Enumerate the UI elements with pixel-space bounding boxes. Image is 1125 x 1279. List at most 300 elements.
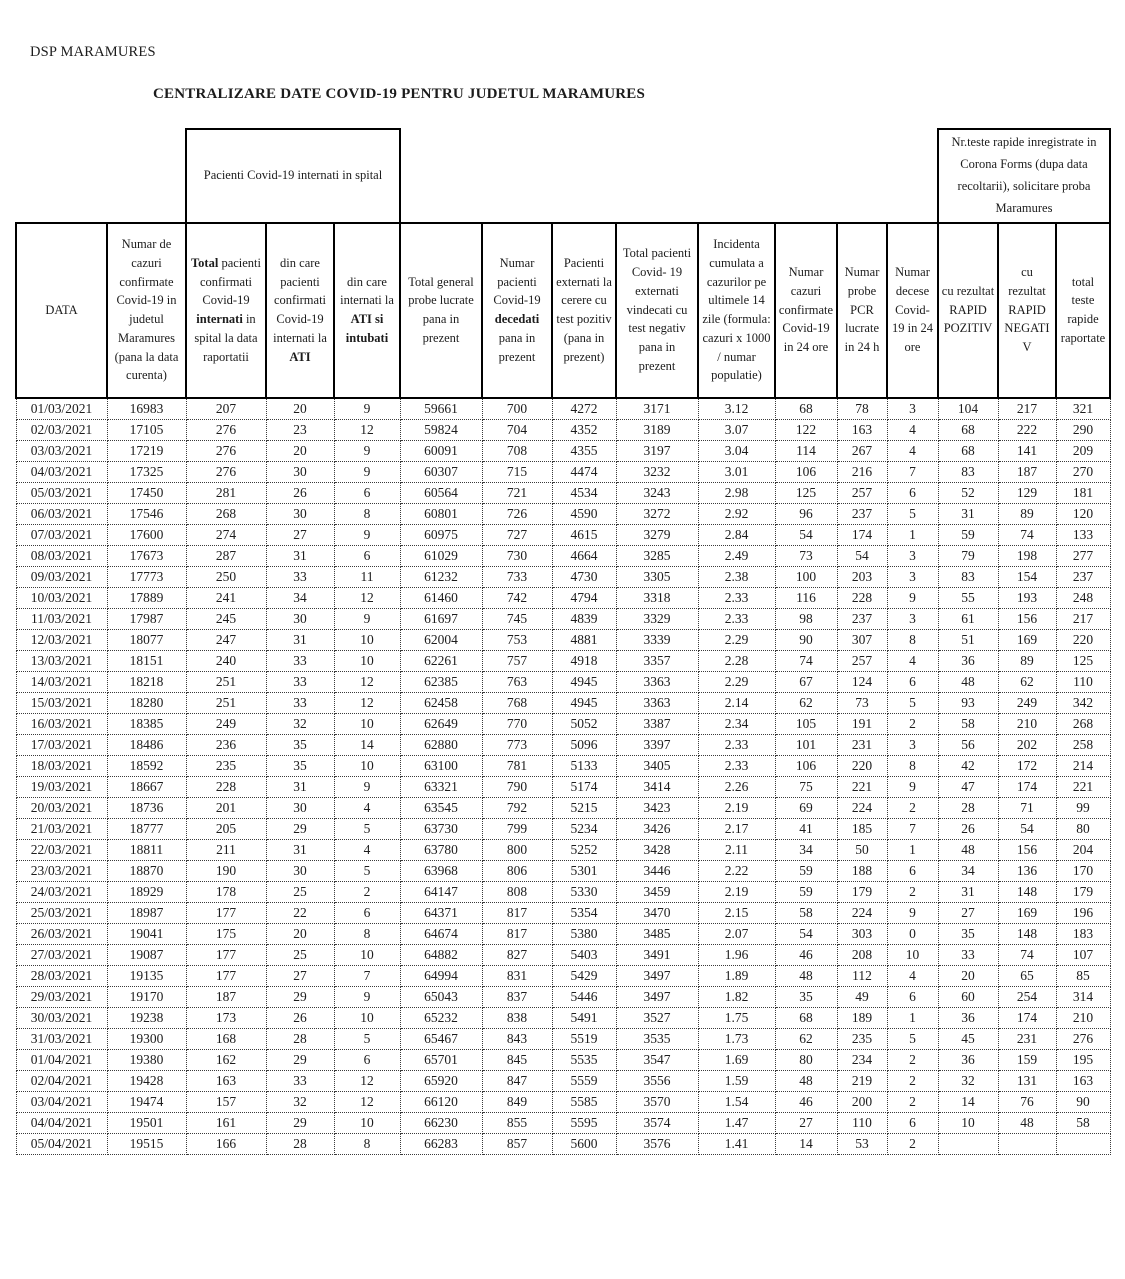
cell-cazuri-confirmate-total: 17987: [107, 608, 186, 629]
cell-externati-cerere-pozitiv: 5354: [552, 902, 616, 923]
cell-incidenta-14-zile: 2.33: [698, 608, 775, 629]
cell-probe-pcr-24h: 179: [837, 881, 887, 902]
cell-ati-intubati: 11: [334, 566, 400, 587]
cell-ati-intubati: 6: [334, 545, 400, 566]
cell-probe-lucrate-total: 62004: [400, 629, 482, 650]
cell-internati-ati: 32: [266, 1091, 334, 1112]
cell-probe-lucrate-total: 63968: [400, 860, 482, 881]
cell-cazuri-24-ore: 59: [775, 860, 837, 881]
cell-teste-rapide-total: 183: [1056, 923, 1110, 944]
cell-rapid-negativ: 131: [998, 1070, 1056, 1091]
cell-ati-intubati: 6: [334, 482, 400, 503]
table-row: [16, 398, 1110, 420]
cell-probe-pcr-24h: 224: [837, 797, 887, 818]
cell-probe-lucrate-total: 59661: [400, 398, 482, 420]
cell-cazuri-24-ore: 114: [775, 440, 837, 461]
cell-cazuri-24-ore: 96: [775, 503, 837, 524]
cell-probe-lucrate-total: 60975: [400, 524, 482, 545]
cell-ati-intubati: 4: [334, 797, 400, 818]
cell-incidenta-14-zile: 2.11: [698, 839, 775, 860]
cell-ati-intubati: 8: [334, 503, 400, 524]
cell-internati-total: 281: [186, 482, 266, 503]
table-row: [16, 503, 1110, 524]
cell-probe-lucrate-total: 62880: [400, 734, 482, 755]
cell-data: 03/03/2021: [16, 440, 107, 461]
cell-externati-vindecati: 3527: [616, 1007, 698, 1028]
cell-cazuri-24-ore: 46: [775, 1091, 837, 1112]
cell-decese-24-ore: 2: [887, 1091, 938, 1112]
cell-data: 17/03/2021: [16, 734, 107, 755]
cell-internati-ati: 33: [266, 692, 334, 713]
table-row: [16, 1070, 1110, 1091]
cell-rapid-negativ: 210: [998, 713, 1056, 734]
cell-cazuri-24-ore: 62: [775, 692, 837, 713]
cell-teste-rapide-total: 268: [1056, 713, 1110, 734]
cell-data: 08/03/2021: [16, 545, 107, 566]
cell-probe-pcr-24h: 220: [837, 755, 887, 776]
cell-data: 25/03/2021: [16, 902, 107, 923]
cell-externati-cerere-pozitiv: 5301: [552, 860, 616, 881]
cell-externati-vindecati: 3285: [616, 545, 698, 566]
cell-rapid-pozitiv: 59: [938, 524, 998, 545]
cell-rapid-negativ: 187: [998, 461, 1056, 482]
cell-internati-total: 211: [186, 839, 266, 860]
col-header-incidenta-14-zile: Incidenta cumulata a cazurilor pe ultimele 14 zile (formula: cazuri x 1000 / numar populatie): [698, 223, 775, 398]
cell-internati-ati: 26: [266, 1007, 334, 1028]
cell-rapid-negativ: 136: [998, 860, 1056, 881]
cell-externati-cerere-pozitiv: 4945: [552, 692, 616, 713]
table-row: [16, 461, 1110, 482]
cell-cazuri-confirmate-total: 17889: [107, 587, 186, 608]
cell-cazuri-confirmate-total: 18870: [107, 860, 186, 881]
cell-externati-cerere-pozitiv: 5133: [552, 755, 616, 776]
cell-incidenta-14-zile: 2.19: [698, 797, 775, 818]
cell-rapid-negativ: 172: [998, 755, 1056, 776]
cell-externati-cerere-pozitiv: 4730: [552, 566, 616, 587]
cell-decedati-total: 808: [482, 881, 552, 902]
cell-cazuri-confirmate-total: 19501: [107, 1112, 186, 1133]
cell-data: 30/03/2021: [16, 1007, 107, 1028]
cell-incidenta-14-zile: 2.07: [698, 923, 775, 944]
cell-probe-lucrate-total: 65920: [400, 1070, 482, 1091]
cell-rapid-pozitiv: 56: [938, 734, 998, 755]
cell-cazuri-confirmate-total: 19380: [107, 1049, 186, 1070]
cell-internati-ati: 33: [266, 1070, 334, 1091]
cell-cazuri-confirmate-total: 18280: [107, 692, 186, 713]
cell-decedati-total: 704: [482, 419, 552, 440]
cell-ati-intubati: 4: [334, 839, 400, 860]
cell-internati-ati: 29: [266, 1049, 334, 1070]
cell-probe-pcr-24h: 216: [837, 461, 887, 482]
cell-cazuri-24-ore: 14: [775, 1133, 837, 1154]
cell-externati-vindecati: 3363: [616, 692, 698, 713]
table-row: [16, 440, 1110, 461]
cell-decese-24-ore: 1: [887, 839, 938, 860]
cell-cazuri-24-ore: 106: [775, 461, 837, 482]
cell-rapid-negativ: 254: [998, 986, 1056, 1007]
cell-data: 15/03/2021: [16, 692, 107, 713]
cell-externati-vindecati: 3426: [616, 818, 698, 839]
cell-incidenta-14-zile: 3.07: [698, 419, 775, 440]
cell-decedati-total: 727: [482, 524, 552, 545]
cell-externati-cerere-pozitiv: 4615: [552, 524, 616, 545]
cell-ati-intubati: 9: [334, 524, 400, 545]
cell-cazuri-confirmate-total: 19238: [107, 1007, 186, 1028]
cell-probe-pcr-24h: 203: [837, 566, 887, 587]
cell-decese-24-ore: 10: [887, 944, 938, 965]
cell-probe-lucrate-total: 62385: [400, 671, 482, 692]
cell-rapid-pozitiv: 33: [938, 944, 998, 965]
cell-teste-rapide-total: 270: [1056, 461, 1110, 482]
cell-externati-vindecati: 3339: [616, 629, 698, 650]
cell-data: 24/03/2021: [16, 881, 107, 902]
cell-ati-intubati: 9: [334, 608, 400, 629]
cell-probe-lucrate-total: 64147: [400, 881, 482, 902]
cell-teste-rapide-total: 133: [1056, 524, 1110, 545]
cell-rapid-pozitiv: 51: [938, 629, 998, 650]
cell-cazuri-confirmate-total: 18592: [107, 755, 186, 776]
cell-decedati-total: 753: [482, 629, 552, 650]
cell-externati-cerere-pozitiv: 4918: [552, 650, 616, 671]
cell-decese-24-ore: 2: [887, 797, 938, 818]
cell-teste-rapide-total: 170: [1056, 860, 1110, 881]
cell-externati-vindecati: 3305: [616, 566, 698, 587]
cell-incidenta-14-zile: 1.59: [698, 1070, 775, 1091]
cell-rapid-negativ: 54: [998, 818, 1056, 839]
cell-incidenta-14-zile: 1.96: [698, 944, 775, 965]
cell-decese-24-ore: 4: [887, 440, 938, 461]
cell-data: 02/03/2021: [16, 419, 107, 440]
cell-internati-total: 190: [186, 860, 266, 881]
cell-cazuri-24-ore: 100: [775, 566, 837, 587]
cell-incidenta-14-zile: 1.41: [698, 1133, 775, 1154]
cell-data: 04/04/2021: [16, 1112, 107, 1133]
cell-rapid-pozitiv: 45: [938, 1028, 998, 1049]
cell-externati-cerere-pozitiv: 5252: [552, 839, 616, 860]
cell-externati-cerere-pozitiv: 5215: [552, 797, 616, 818]
cell-externati-cerere-pozitiv: 5330: [552, 881, 616, 902]
cell-ati-intubati: 8: [334, 1133, 400, 1154]
cell-rapid-pozitiv: 104: [938, 398, 998, 420]
cell-ati-intubati: 10: [334, 944, 400, 965]
cell-decedati-total: 730: [482, 545, 552, 566]
cell-rapid-pozitiv: 83: [938, 566, 998, 587]
cell-rapid-pozitiv: 47: [938, 776, 998, 797]
col-header-externati-vindecati: Total pacienti Covid- 19 externati vindecati cu test negativ pana in prezent: [616, 223, 698, 398]
cell-internati-ati: 35: [266, 755, 334, 776]
cell-probe-lucrate-total: 61029: [400, 545, 482, 566]
cell-cazuri-24-ore: 59: [775, 881, 837, 902]
cell-incidenta-14-zile: 1.47: [698, 1112, 775, 1133]
table-row: [16, 860, 1110, 881]
col-header-rapid-pozitiv: cu rezultat RAPID POZITIV: [938, 223, 998, 398]
cell-externati-cerere-pozitiv: 5096: [552, 734, 616, 755]
col-header-rapid-negativ: cu rezultat RAPID NEGATIV: [998, 223, 1056, 398]
cell-ati-intubati: 9: [334, 440, 400, 461]
cell-externati-vindecati: 3171: [616, 398, 698, 420]
table-row: [16, 482, 1110, 503]
cell-decese-24-ore: 2: [887, 1133, 938, 1154]
cell-internati-total: 274: [186, 524, 266, 545]
cell-teste-rapide-total: 195: [1056, 1049, 1110, 1070]
cell-teste-rapide-total: 196: [1056, 902, 1110, 923]
cell-decese-24-ore: 6: [887, 1112, 938, 1133]
cell-cazuri-confirmate-total: 17105: [107, 419, 186, 440]
cell-rapid-negativ: 141: [998, 440, 1056, 461]
cell-cazuri-24-ore: 68: [775, 1007, 837, 1028]
cell-externati-cerere-pozitiv: 4881: [552, 629, 616, 650]
cell-data: 21/03/2021: [16, 818, 107, 839]
cell-decedati-total: 757: [482, 650, 552, 671]
cell-internati-total: 276: [186, 461, 266, 482]
cell-probe-lucrate-total: 63780: [400, 839, 482, 860]
cell-cazuri-24-ore: 116: [775, 587, 837, 608]
cell-cazuri-24-ore: 58: [775, 902, 837, 923]
cell-cazuri-24-ore: 69: [775, 797, 837, 818]
cell-decese-24-ore: 6: [887, 482, 938, 503]
cell-internati-ati: 33: [266, 671, 334, 692]
cell-probe-pcr-24h: 73: [837, 692, 887, 713]
table-row: [16, 1091, 1110, 1112]
cell-decese-24-ore: 2: [887, 881, 938, 902]
cell-externati-cerere-pozitiv: 4355: [552, 440, 616, 461]
page-title: CENTRALIZARE DATE COVID-19 PENTRU JUDETUL MARAMURES: [153, 86, 646, 102]
cell-ati-intubati: 7: [334, 965, 400, 986]
cell-cazuri-24-ore: 54: [775, 524, 837, 545]
cell-internati-ati: 33: [266, 566, 334, 587]
cell-cazuri-24-ore: 27: [775, 1112, 837, 1133]
cell-externati-cerere-pozitiv: 5585: [552, 1091, 616, 1112]
cell-rapid-pozitiv: 48: [938, 839, 998, 860]
cell-internati-ati: 20: [266, 440, 334, 461]
cell-incidenta-14-zile: 2.29: [698, 629, 775, 650]
cell-decese-24-ore: 3: [887, 398, 938, 420]
cell-incidenta-14-zile: 1.54: [698, 1091, 775, 1112]
col-header-cazuri-confirmate-total: Numar de cazuri confirmate Covid-19 in judetul Maramures (pana la data curenta): [107, 223, 186, 398]
cell-decese-24-ore: 3: [887, 608, 938, 629]
table-row: [16, 566, 1110, 587]
cell-rapid-negativ: 71: [998, 797, 1056, 818]
cell-internati-total: 187: [186, 986, 266, 1007]
cell-incidenta-14-zile: 2.29: [698, 671, 775, 692]
cell-internati-ati: 30: [266, 608, 334, 629]
cell-decese-24-ore: 6: [887, 860, 938, 881]
cell-decedati-total: 773: [482, 734, 552, 755]
cell-decedati-total: 790: [482, 776, 552, 797]
table-row: [16, 587, 1110, 608]
cell-probe-pcr-24h: 124: [837, 671, 887, 692]
cell-probe-lucrate-total: 60307: [400, 461, 482, 482]
cell-externati-cerere-pozitiv: 5446: [552, 986, 616, 1007]
cell-probe-lucrate-total: 63100: [400, 755, 482, 776]
cell-decedati-total: 838: [482, 1007, 552, 1028]
cell-internati-ati: 25: [266, 881, 334, 902]
cell-ati-intubati: 12: [334, 419, 400, 440]
cell-decedati-total: 742: [482, 587, 552, 608]
cell-decese-24-ore: 6: [887, 671, 938, 692]
cell-externati-cerere-pozitiv: 4272: [552, 398, 616, 420]
cell-probe-pcr-24h: 200: [837, 1091, 887, 1112]
cell-externati-vindecati: 3243: [616, 482, 698, 503]
cell-rapid-pozitiv: [938, 1133, 998, 1154]
org-name: DSP MARAMURES: [30, 44, 156, 60]
cell-rapid-negativ: [998, 1133, 1056, 1154]
cell-internati-total: 175: [186, 923, 266, 944]
cell-teste-rapide-total: 314: [1056, 986, 1110, 1007]
cell-rapid-negativ: 202: [998, 734, 1056, 755]
cell-internati-total: 268: [186, 503, 266, 524]
cell-cazuri-24-ore: 125: [775, 482, 837, 503]
cell-internati-total: 276: [186, 419, 266, 440]
cell-cazuri-confirmate-total: 18385: [107, 713, 186, 734]
cell-decedati-total: 721: [482, 482, 552, 503]
cell-rapid-negativ: 74: [998, 524, 1056, 545]
cell-probe-pcr-24h: 189: [837, 1007, 887, 1028]
cell-externati-vindecati: 3497: [616, 965, 698, 986]
cell-data: 10/03/2021: [16, 587, 107, 608]
table-row: [16, 986, 1110, 1007]
cell-ati-intubati: 6: [334, 1049, 400, 1070]
cell-externati-cerere-pozitiv: 5559: [552, 1070, 616, 1091]
cell-data: 04/03/2021: [16, 461, 107, 482]
cell-cazuri-confirmate-total: 18929: [107, 881, 186, 902]
cell-teste-rapide-total: 276: [1056, 1028, 1110, 1049]
cell-externati-vindecati: 3547: [616, 1049, 698, 1070]
cell-probe-lucrate-total: 65701: [400, 1049, 482, 1070]
cell-decese-24-ore: 3: [887, 566, 938, 587]
cell-data: 27/03/2021: [16, 944, 107, 965]
cell-incidenta-14-zile: 2.14: [698, 692, 775, 713]
cell-probe-pcr-24h: 163: [837, 419, 887, 440]
cell-teste-rapide-total: 204: [1056, 839, 1110, 860]
cell-rapid-negativ: 198: [998, 545, 1056, 566]
table-row: [16, 629, 1110, 650]
cell-cazuri-confirmate-total: 19428: [107, 1070, 186, 1091]
table-row: [16, 1028, 1110, 1049]
cell-internati-ati: 31: [266, 545, 334, 566]
cell-ati-intubati: 10: [334, 1112, 400, 1133]
cell-externati-cerere-pozitiv: 4352: [552, 419, 616, 440]
cell-cazuri-confirmate-total: 18736: [107, 797, 186, 818]
cell-ati-intubati: 9: [334, 461, 400, 482]
col-header-ati-intubati: din care internati la ATI si intubati: [334, 223, 400, 398]
table-row: [16, 755, 1110, 776]
cell-probe-pcr-24h: 267: [837, 440, 887, 461]
cell-internati-total: 177: [186, 902, 266, 923]
cell-externati-cerere-pozitiv: 4474: [552, 461, 616, 482]
cell-decedati-total: 768: [482, 692, 552, 713]
cell-decedati-total: 843: [482, 1028, 552, 1049]
cell-cazuri-confirmate-total: 19474: [107, 1091, 186, 1112]
cell-probe-lucrate-total: 60801: [400, 503, 482, 524]
cell-data: 05/04/2021: [16, 1133, 107, 1154]
cell-teste-rapide-total: 120: [1056, 503, 1110, 524]
cell-incidenta-14-zile: 1.75: [698, 1007, 775, 1028]
cell-teste-rapide-total: 210: [1056, 1007, 1110, 1028]
cell-incidenta-14-zile: 3.01: [698, 461, 775, 482]
cell-probe-pcr-24h: 231: [837, 734, 887, 755]
cell-externati-vindecati: 3357: [616, 650, 698, 671]
cell-rapid-negativ: 174: [998, 776, 1056, 797]
cell-probe-pcr-24h: 224: [837, 902, 887, 923]
group-header-hospital: Pacienti Covid-19 internati in spital: [186, 129, 400, 223]
table-row: [16, 1133, 1110, 1154]
cell-decese-24-ore: 4: [887, 650, 938, 671]
cell-probe-pcr-24h: 185: [837, 818, 887, 839]
cell-incidenta-14-zile: 2.33: [698, 587, 775, 608]
cell-incidenta-14-zile: 2.98: [698, 482, 775, 503]
cell-cazuri-24-ore: 62: [775, 1028, 837, 1049]
col-header-internati-total: Total pacienti confirmati Covid-19 internati in spital la data raportatii: [186, 223, 266, 398]
cell-data: 11/03/2021: [16, 608, 107, 629]
cell-cazuri-confirmate-total: 18777: [107, 818, 186, 839]
cell-ati-intubati: 14: [334, 734, 400, 755]
cell-decedati-total: 827: [482, 944, 552, 965]
cell-rapid-negativ: 231: [998, 1028, 1056, 1049]
cell-cazuri-24-ore: 35: [775, 986, 837, 1007]
cell-probe-pcr-24h: 78: [837, 398, 887, 420]
cell-internati-ati: 28: [266, 1028, 334, 1049]
cell-cazuri-24-ore: 74: [775, 650, 837, 671]
cell-externati-cerere-pozitiv: 4664: [552, 545, 616, 566]
cell-rapid-pozitiv: 26: [938, 818, 998, 839]
cell-cazuri-24-ore: 46: [775, 944, 837, 965]
table-row: [16, 923, 1110, 944]
cell-rapid-pozitiv: 68: [938, 440, 998, 461]
cell-teste-rapide-total: 214: [1056, 755, 1110, 776]
cell-incidenta-14-zile: 2.84: [698, 524, 775, 545]
cell-data: 02/04/2021: [16, 1070, 107, 1091]
cell-probe-pcr-24h: 110: [837, 1112, 887, 1133]
cell-internati-ati: 31: [266, 839, 334, 860]
cell-incidenta-14-zile: 3.12: [698, 398, 775, 420]
cell-externati-vindecati: 3329: [616, 608, 698, 629]
cell-externati-vindecati: 3570: [616, 1091, 698, 1112]
cell-externati-cerere-pozitiv: 5535: [552, 1049, 616, 1070]
cell-externati-cerere-pozitiv: 5174: [552, 776, 616, 797]
table-row: [16, 692, 1110, 713]
cell-ati-intubati: 5: [334, 818, 400, 839]
cell-cazuri-confirmate-total: 17600: [107, 524, 186, 545]
cell-internati-total: 287: [186, 545, 266, 566]
cell-teste-rapide-total: 85: [1056, 965, 1110, 986]
cell-externati-vindecati: 3387: [616, 713, 698, 734]
cell-externati-vindecati: 3414: [616, 776, 698, 797]
cell-externati-vindecati: 3446: [616, 860, 698, 881]
cell-data: 19/03/2021: [16, 776, 107, 797]
cell-cazuri-confirmate-total: 19087: [107, 944, 186, 965]
cell-internati-ati: 28: [266, 1133, 334, 1154]
cell-decese-24-ore: 5: [887, 692, 938, 713]
cell-data: 05/03/2021: [16, 482, 107, 503]
cell-internati-ati: 20: [266, 923, 334, 944]
cell-probe-lucrate-total: 63545: [400, 797, 482, 818]
cell-incidenta-14-zile: 2.17: [698, 818, 775, 839]
cell-incidenta-14-zile: 2.33: [698, 755, 775, 776]
cell-incidenta-14-zile: 2.38: [698, 566, 775, 587]
cell-probe-pcr-24h: 228: [837, 587, 887, 608]
cell-externati-vindecati: 3197: [616, 440, 698, 461]
cell-internati-total: 161: [186, 1112, 266, 1133]
cell-internati-ati: 27: [266, 965, 334, 986]
cell-internati-total: 205: [186, 818, 266, 839]
cell-rapid-pozitiv: 31: [938, 503, 998, 524]
cell-data: 16/03/2021: [16, 713, 107, 734]
cell-ati-intubati: 8: [334, 923, 400, 944]
cell-teste-rapide-total: 321: [1056, 398, 1110, 420]
cell-teste-rapide-total: 99: [1056, 797, 1110, 818]
cell-probe-lucrate-total: 60091: [400, 440, 482, 461]
